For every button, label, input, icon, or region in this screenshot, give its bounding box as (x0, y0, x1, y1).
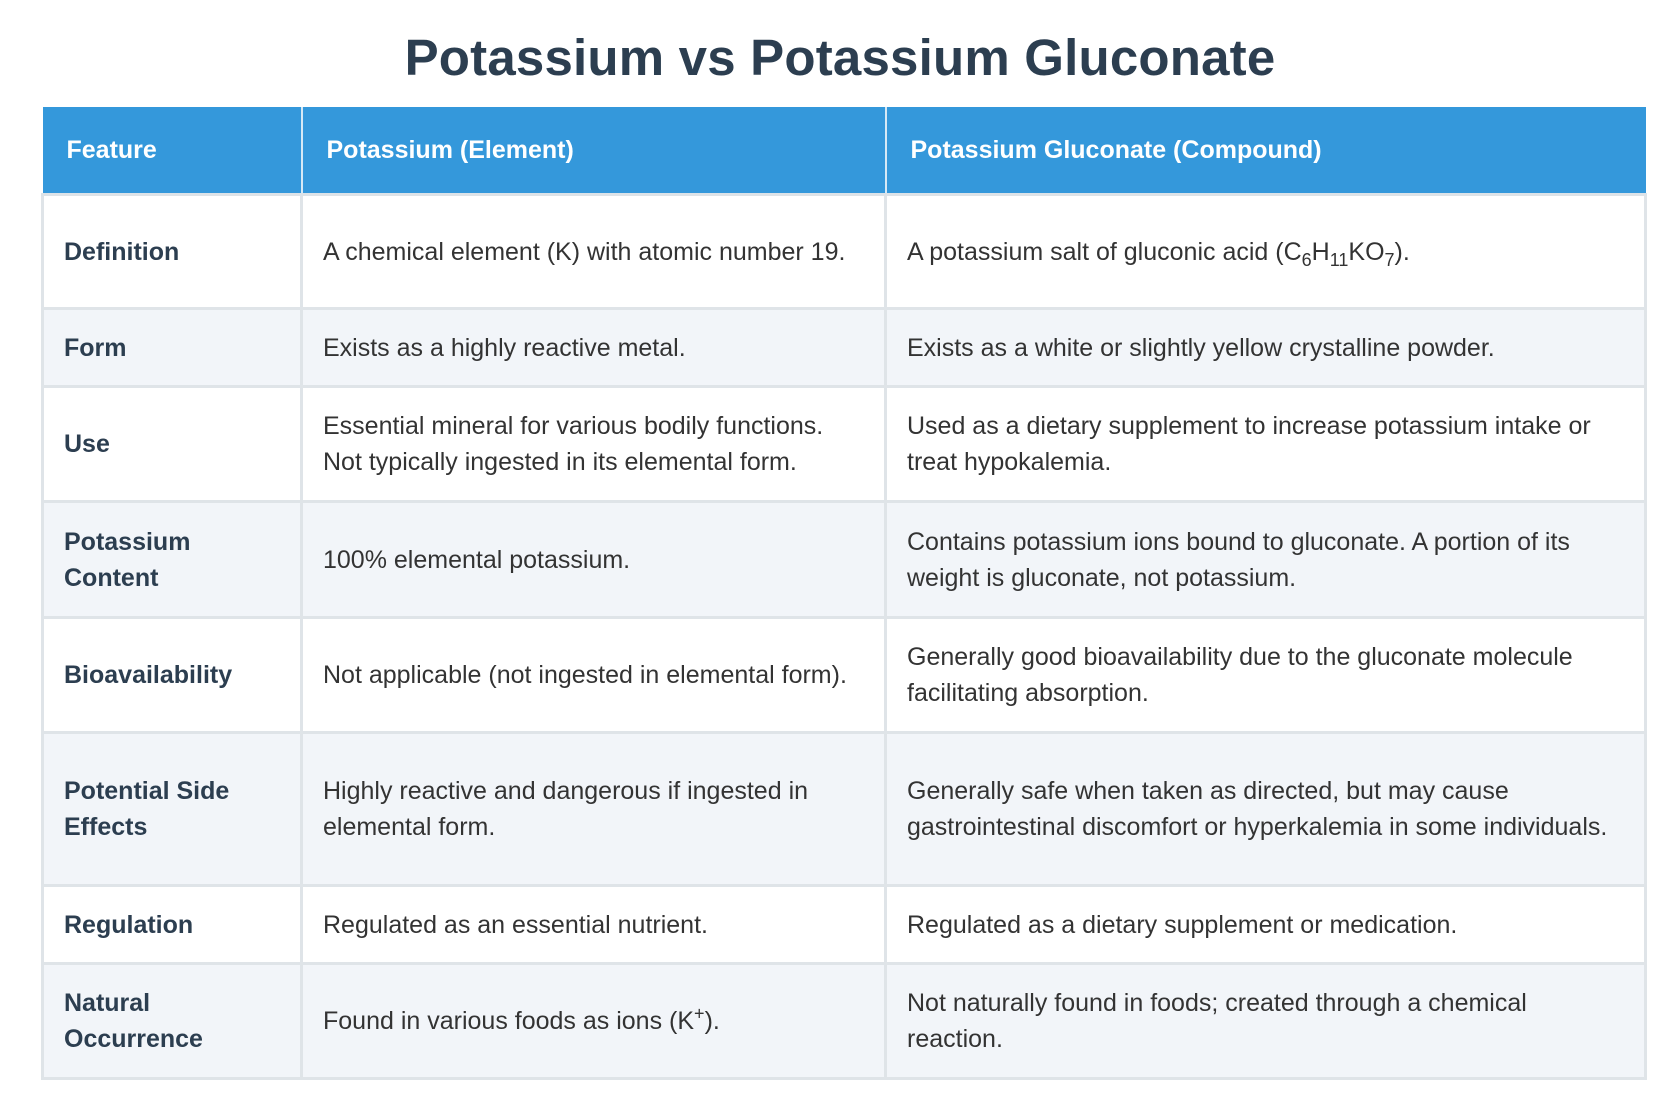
formula-prefix: A potassium salt of gluconic acid ( (907, 237, 1284, 266)
gluconate-cell: Generally good bioavailability due to the gluconate molecule facilitating absorption. (886, 618, 1646, 733)
feature-cell: Natural Occurrence (43, 964, 302, 1079)
feature-cell: Bioavailability (43, 618, 302, 733)
feature-cell: Use (43, 387, 302, 502)
potassium-cell: Exists as a highly reactive metal. (302, 309, 886, 387)
table-row (43, 309, 1646, 387)
comparison-table-container (41, 107, 1644, 1080)
feature-cell: Definition (43, 195, 302, 309)
gluconate-cell: Used as a dietary supplement to increase potassium intake or treat hypokalemia. (886, 387, 1646, 502)
page-title: Potassium vs Potassium Gluconate (404, 29, 1276, 86)
formula-h: H (1311, 237, 1330, 266)
potassium-cell: Not applicable (not ingested in elemental form). (302, 618, 886, 733)
header-potassium: Potassium (Element) (302, 107, 886, 195)
formula-c: C (1283, 237, 1302, 266)
formula-ko: KO (1348, 237, 1385, 266)
table-row (43, 387, 1646, 502)
ion-suffix: ). (704, 1007, 720, 1035)
table-row (43, 886, 1646, 964)
potassium-cell (302, 964, 886, 1079)
gluconate-cell: Exists as a white or slightly yellow crystalline powder. (886, 309, 1646, 387)
table-header-row (43, 107, 1646, 195)
comparison-table (41, 107, 1647, 1080)
gluconate-cell: Not naturally found in foods; created through a chemical reaction. (886, 964, 1646, 1079)
gluconate-cell (886, 195, 1646, 309)
formula-suffix: ). (1394, 237, 1410, 266)
header-gluconate: Potassium Gluconate (Compound) (886, 107, 1646, 195)
gluconate-cell: Generally safe when taken as directed, but may cause gastrointestinal discomfort or hyperkalemia in some individuals. (886, 733, 1646, 886)
table-row (43, 964, 1646, 1079)
feature-cell: Potassium Content (43, 502, 302, 618)
potassium-cell: Essential mineral for various bodily functions. Not typically ingested in its elemental form. (302, 387, 886, 502)
potassium-cell: A chemical element (K) with atomic number 19. (302, 195, 886, 309)
feature-cell: Regulation (43, 886, 302, 964)
formula-ko-sub: 7 (1384, 249, 1395, 270)
header-feature: Feature (43, 107, 302, 195)
table-row (43, 733, 1646, 886)
ion-prefix: Found in various foods as ions (K (323, 1007, 695, 1035)
gluconate-cell: Regulated as a dietary supplement or medication. (886, 886, 1646, 964)
potassium-cell: Regulated as an essential nutrient. (302, 886, 886, 964)
table-row (43, 618, 1646, 733)
ion-charge: + (694, 1003, 705, 1024)
table-row (43, 195, 1646, 309)
potassium-cell: 100% elemental potassium. (302, 502, 886, 618)
formula-h-sub: 11 (1329, 249, 1349, 270)
table-row (43, 502, 1646, 618)
gluconate-cell: Contains potassium ions bound to gluconate. A portion of its weight is gluconate, not potassium. (886, 502, 1646, 618)
feature-cell: Form (43, 309, 302, 387)
formula-c-sub: 6 (1301, 249, 1312, 270)
potassium-cell: Highly reactive and dangerous if ingested in elemental form. (302, 733, 886, 886)
feature-cell: Potential Side Effects (43, 733, 302, 886)
